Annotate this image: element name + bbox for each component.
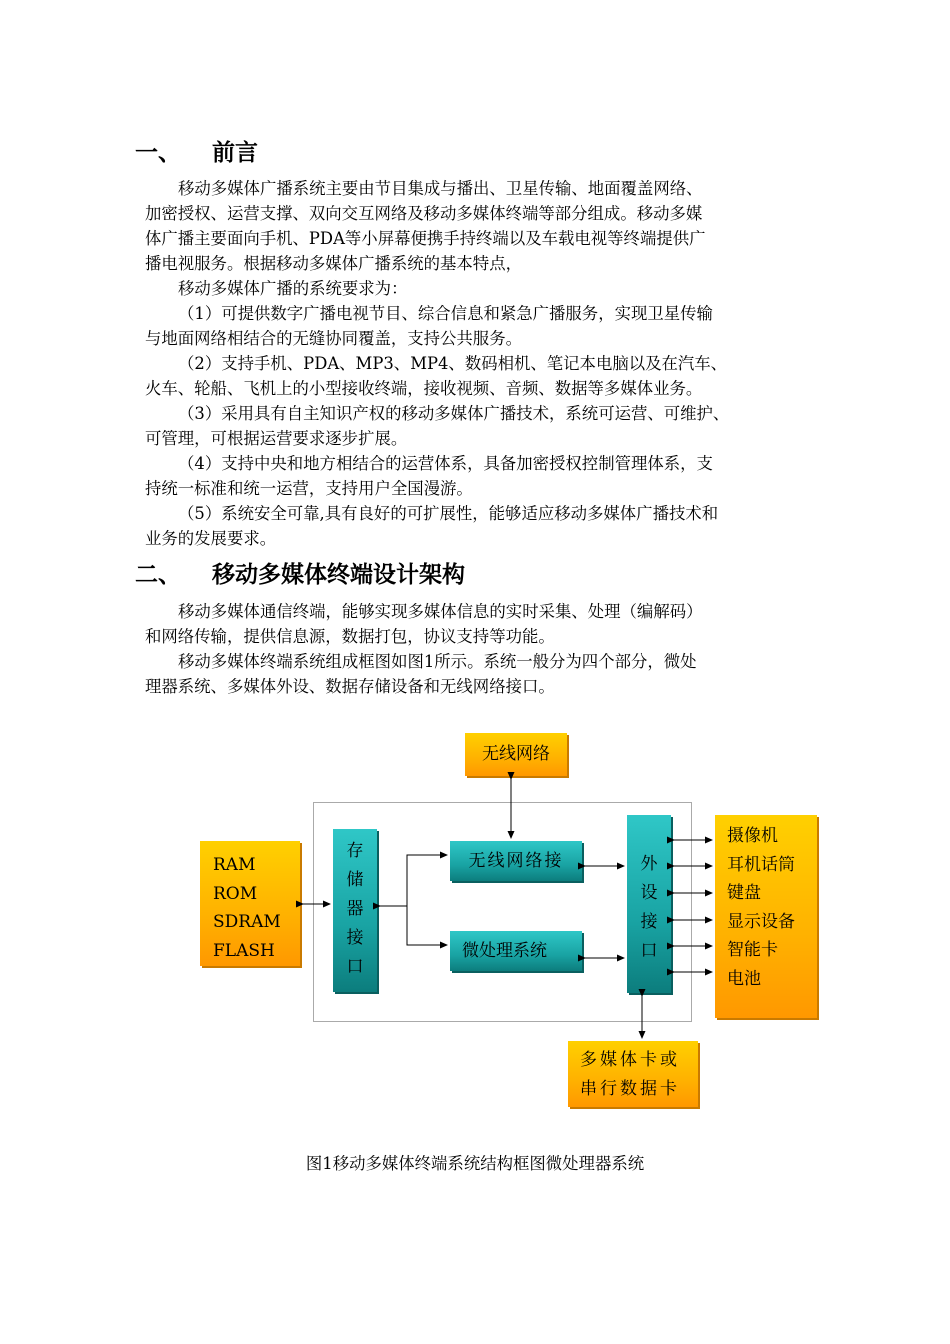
peripheral-interface-char: 外 [640, 854, 658, 874]
text-line: （5）系统安全可靠,具有良好的可扩展性，能够适应移动多媒体广播技术和 [178, 504, 719, 523]
storage-interface-char: 储 [346, 870, 364, 890]
wireless-network-label: 无线网络 [482, 744, 550, 764]
storage-interface-char: 存 [346, 841, 364, 861]
text-line: （1）可提供数字广播电视节目、综合信息和紧急广播服务，实现卫星传输 [178, 304, 713, 323]
peripheral-interface-char: 设 [640, 883, 658, 903]
text-line: 业务的发展要求。 [145, 529, 277, 548]
memory-type-label: RAM [213, 855, 256, 875]
text-line: 与地面网络相结合的无缝协同覆盖，支持公共服务。 [145, 329, 522, 348]
storage-interface-char: 接 [346, 928, 364, 948]
peripheral-label: 耳机话筒 [727, 854, 795, 875]
peripheral-label: 显示设备 [727, 911, 795, 932]
text-line: 理器系统、多媒体外设、数据存储设备和无线网络接口。 [145, 677, 555, 696]
text-line: 火车、轮船、飞机上的小型接收终端，接收视频、音频、数据等多媒体业务。 [145, 379, 703, 398]
peripheral-label: 摄像机 [727, 826, 778, 846]
section2-number: 二、 [135, 562, 181, 588]
peripheral-label: 智能卡 [727, 940, 778, 960]
text-line: 播电视服务。根据移动多媒体广播系统的基本特点， [145, 254, 522, 273]
microprocessor-label: 微处理系统 [462, 941, 547, 961]
section1-number: 一、 [135, 140, 181, 166]
figure-caption: 图1移动多媒体终端系统结构框图微处理器系统 [305, 1154, 645, 1173]
section2-title: 移动多媒体终端设计架构 [212, 562, 465, 588]
text-line: 可管理，可根据运营要求逐步扩展。 [145, 429, 408, 448]
media-card-label: 多媒体卡或 [580, 1050, 680, 1070]
text-line: （3）采用具有自主知识产权的移动多媒体广播技术，系统可运营、可维护、 [178, 404, 730, 423]
media-card-label: 串行数据卡 [580, 1079, 680, 1099]
text-line: 移动多媒体广播的系统要求为： [178, 279, 408, 298]
peripheral-interface-char: 口 [640, 941, 658, 961]
peripheral-interface-char: 接 [640, 912, 658, 932]
text-line: 加密授权、运营支撑、双向交互网络及移动多媒体终端等部分组成。移动多媒 [145, 204, 703, 223]
memory-type-label: FLASH [213, 940, 275, 961]
peripheral-label: 电池 [727, 968, 761, 989]
text-line: 体广播主要面向手机、PDA等小屏幕便携手持终端以及车载电视等终端提供广 [145, 229, 706, 248]
peripheral-label: 键盘 [727, 883, 761, 903]
text-line: （2）支持手机、PDA、MP3、MP4、数码相机、笔记本电脑以及在汽车、 [178, 354, 728, 373]
arrow-storage-wireless [407, 855, 447, 906]
text-line: 移动多媒体通信终端，能够实现多媒体信息的实时采集、处理（编解码） [178, 602, 703, 621]
text-line: 持统一标准和统一运营，支持用户全国漫游。 [145, 479, 473, 498]
text-line: 移动多媒体广播系统主要由节目集成与播出、卫星传输、地面覆盖网络、 [178, 179, 703, 198]
section1-title: 前言 [212, 140, 258, 166]
text-line: 和网络传输，提供信息源，数据打包，协议支持等功能。 [145, 627, 555, 646]
arrow-storage-micro [407, 906, 447, 945]
wireless-interface-label: 无线网络接 [468, 851, 564, 871]
memory-type-label: ROM [213, 883, 258, 904]
memory-type-label: SDRAM [213, 912, 281, 932]
text-line: （4）支持中央和地方相结合的运营体系，具备加密授权控制管理体系，支 [178, 454, 713, 473]
text-line: 移动多媒体终端系统组成框图如图1所示。系统一般分为四个部分，微处 [178, 652, 697, 671]
storage-interface-char: 口 [346, 957, 364, 977]
storage-interface-char: 器 [346, 899, 364, 919]
